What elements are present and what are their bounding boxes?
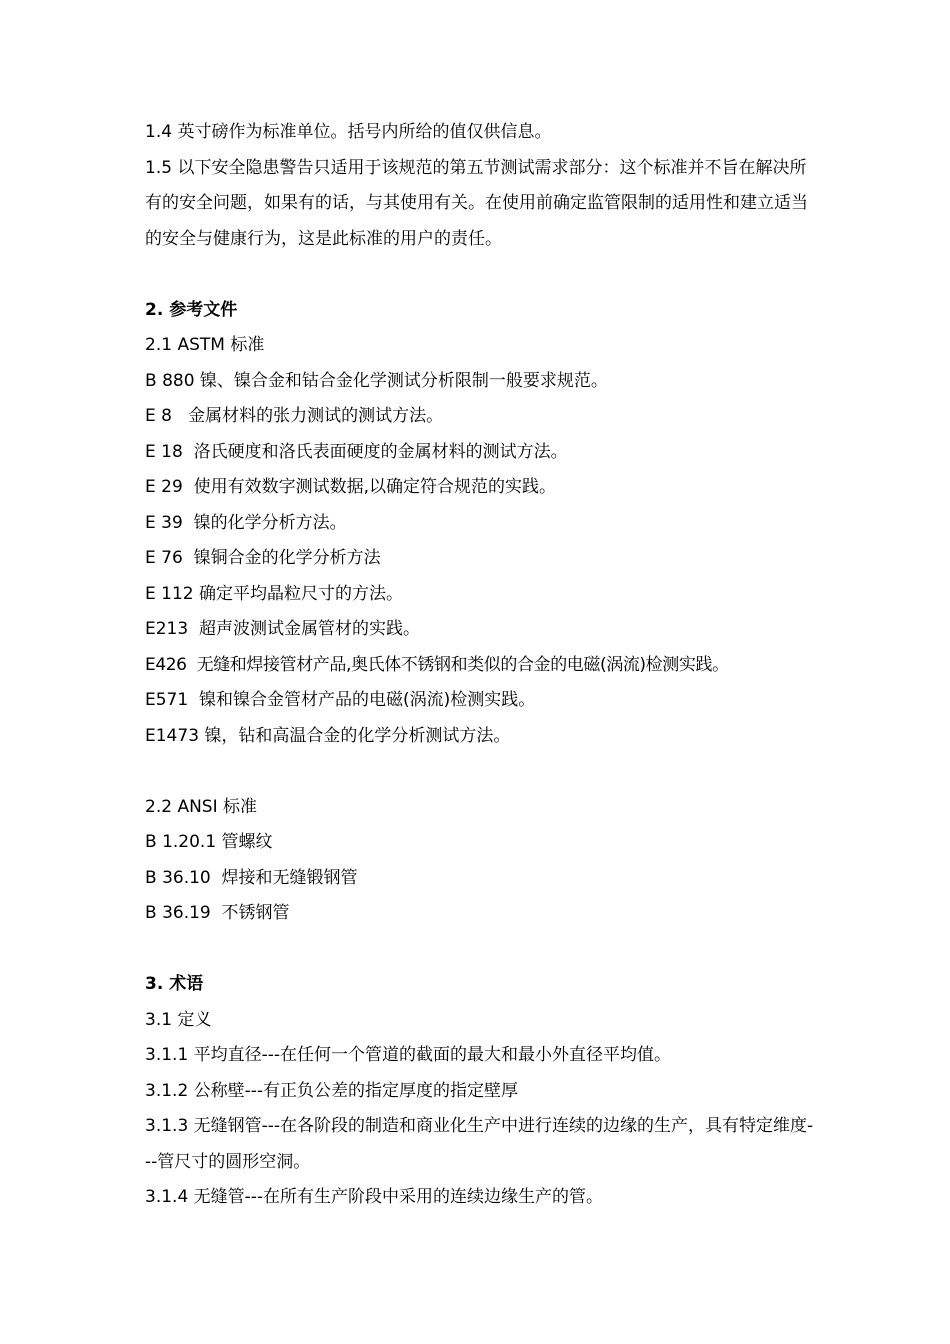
list-item: E 18 洛氏硬度和洛氏表面硬度的金属材料的测试方法。 bbox=[145, 441, 568, 462]
spacer bbox=[145, 257, 815, 293]
subsection-title-astm: 2.1 ASTM 标准 bbox=[145, 335, 265, 355]
paragraph-1-5: 1.5 以下安全隐患警告只适用于该规范的第五节测试需求部分：这个标准并不旨在解决所有的安全问题，如果有的话，与其使用有关。在使用前确定监管限制的适用性和建立适当的安全与健康行为，这是此标准的用户的责任。 bbox=[145, 157, 808, 249]
list-item: E426 无缝和焊接管材产品,奥氏体不锈钢和类似的合金的电磁(涡流)检测实践。 bbox=[145, 654, 729, 675]
list-item: E 8 金属材料的张力测试的测试方法。 bbox=[145, 406, 444, 426]
spacer bbox=[145, 754, 815, 790]
list-item: E1473 镍，钻和高温合金的化学分析测试方法。 bbox=[145, 725, 511, 746]
paragraph-1-4: 1.4 英寸磅作为标准单位。括号内所给的值仅供信息。 bbox=[145, 122, 552, 142]
section-heading-terminology: 3. 术语 bbox=[145, 974, 204, 994]
spacer bbox=[145, 932, 815, 968]
list-item: B 880 镍、镍合金和钴合金化学测试分析限制一般要求规范。 bbox=[145, 370, 608, 391]
list-item: B 1.20.1 管螺纹 bbox=[145, 832, 273, 852]
list-item: E 112 确定平均晶粒尺寸的方法。 bbox=[145, 583, 403, 604]
subsection-title-definitions: 3.1 定义 bbox=[145, 1009, 212, 1030]
list-item: E571 镍和镍合金管材产品的电磁(涡流)检测实践。 bbox=[145, 690, 536, 710]
list-item: B 36.10 焊接和无缝锻钢管 bbox=[145, 867, 358, 888]
list-item: E 76 镍铜合金的化学分析方法 bbox=[145, 548, 381, 568]
document-body bbox=[145, 115, 815, 1216]
definition-item: 3.1.3 无缝钢管---在各阶段的制造和商业化生产中进行连续的边缘的生产，具有特定维度---管尺寸的圆形空洞。 bbox=[145, 1116, 814, 1172]
list-item: B 36.19 不锈钢管 bbox=[145, 903, 290, 923]
list-item: E 29 使用有效数字测试数据,以确定符合规范的实践。 bbox=[145, 477, 556, 497]
definitions-list bbox=[145, 1038, 815, 1216]
ansi-standards-list bbox=[145, 825, 815, 932]
list-item: E213 超声波测试金属管材的实践。 bbox=[145, 619, 420, 639]
list-item: E 39 镍的化学分析方法。 bbox=[145, 512, 347, 533]
subsection-title-ansi: 2.2 ANSI 标准 bbox=[145, 796, 257, 817]
section-heading-references: 2. 参考文件 bbox=[145, 299, 238, 320]
definition-item: 3.1.1 平均直径---在任何一个管道的截面的最大和最小外直径平均值。 bbox=[145, 1045, 672, 1065]
definition-item: 3.1.2 公称壁---有正负公差的指定厚度的指定壁厚 bbox=[145, 1080, 519, 1101]
definition-item: 3.1.4 无缝管---在所有生产阶段中采用的连续边缘生产的管。 bbox=[145, 1187, 604, 1207]
astm-standards-list bbox=[145, 364, 815, 755]
